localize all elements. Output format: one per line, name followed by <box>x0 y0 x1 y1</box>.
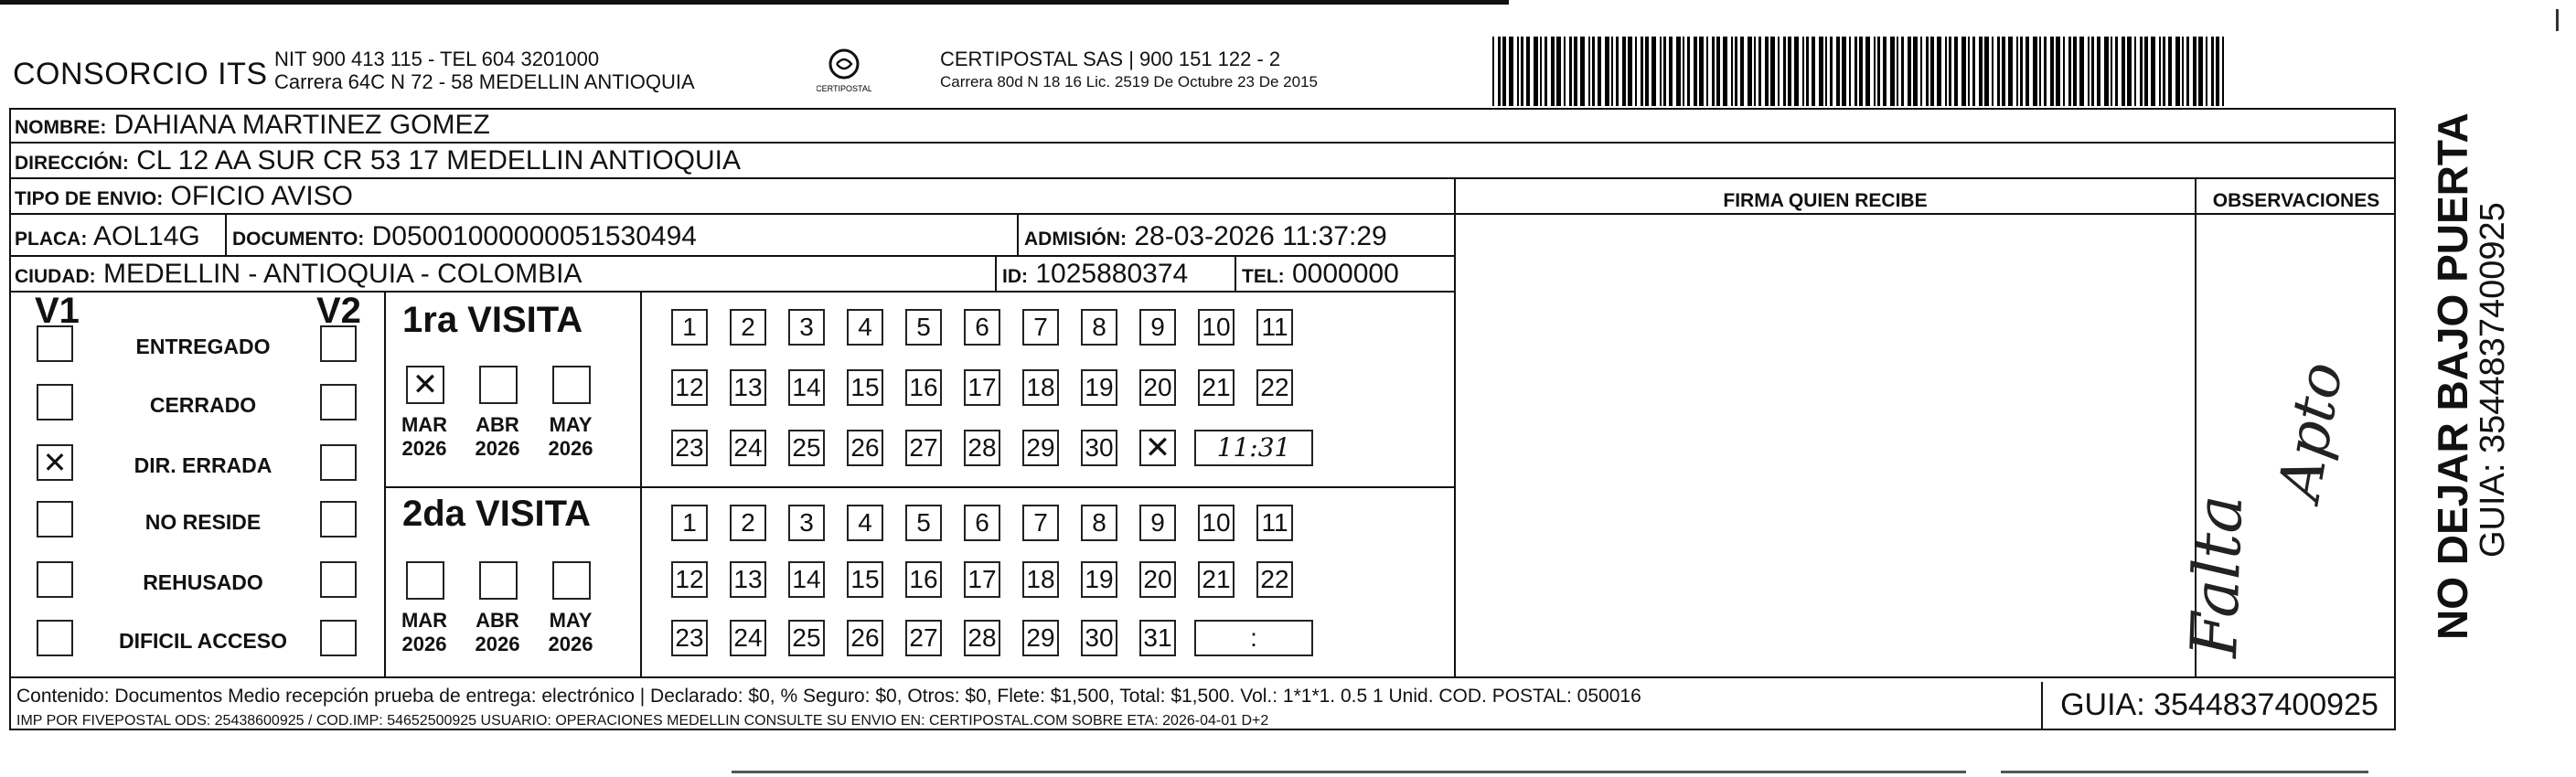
time-box[interactable]: : <box>1194 620 1313 656</box>
day-box[interactable]: 28 <box>964 620 1000 656</box>
v2-checkbox[interactable] <box>320 444 357 481</box>
day-box[interactable]: ✕ <box>1139 430 1176 466</box>
guia-number-box: GUIA: 3544837400925 <box>2041 682 2396 729</box>
month-checkbox[interactable] <box>479 366 518 404</box>
first-visit-title: 1ra VISITA <box>402 300 583 340</box>
documento-cell <box>232 221 697 252</box>
tel-value: 0000000 <box>1292 259 1399 289</box>
day-box[interactable]: 29 <box>1022 430 1059 466</box>
ciudad-label: CIUDAD: <box>15 266 96 287</box>
barcode-bar <box>1819 37 1823 106</box>
v1-checkbox[interactable] <box>37 620 73 656</box>
direccion-row <box>15 145 741 176</box>
barcode-bar <box>2144 37 2148 106</box>
barcode-bar <box>1574 37 1577 106</box>
status-label: ENTREGADO <box>135 335 271 358</box>
barcode-bar <box>2026 37 2029 106</box>
barcode-bar <box>2002 37 2005 106</box>
month-label: ABR 2026 <box>475 413 520 460</box>
day-box[interactable]: 4 <box>847 309 883 346</box>
day-box[interactable]: 30 <box>1081 620 1117 656</box>
day-box[interactable]: 26 <box>847 430 883 466</box>
barcode-bar <box>2163 37 2165 106</box>
barcode-bar <box>1556 37 1561 106</box>
barcode-bar <box>1758 37 1761 106</box>
barcode-bar <box>2008 37 2013 106</box>
barcode-bar <box>1676 37 1681 106</box>
barcode-bar <box>1517 37 1519 106</box>
barcode-bar <box>1498 37 1501 106</box>
second-visit-title: 2da VISITA <box>402 494 591 534</box>
barcode-bar <box>1628 37 1632 106</box>
svg-text:Falta: Falta <box>2181 494 2258 659</box>
observaciones-header: OBSERVACIONES <box>2212 190 2380 211</box>
column-divider <box>1454 177 1456 676</box>
admision-label: ADMISIÓN: <box>1024 229 1127 250</box>
month-checkbox[interactable] <box>552 561 591 600</box>
barcode-bar <box>1669 37 1673 106</box>
barcode-bar <box>1699 37 1704 106</box>
barcode-bar <box>1723 37 1727 106</box>
direccion-label: DIRECCIÓN: <box>15 153 129 174</box>
barcode-bar <box>1930 37 1934 106</box>
company-info <box>274 48 695 93</box>
barcode-bar <box>2175 37 2180 106</box>
id-label: ID: <box>1002 266 1028 287</box>
company-address: Carrera 64C N 72 - 58 MEDELLIN ANTIOQUIA <box>274 70 695 93</box>
barcode-bar <box>2068 37 2071 106</box>
barcode-bar <box>1961 37 1966 106</box>
placa-value: AOL14G <box>93 221 200 251</box>
day-box[interactable]: 1 <box>671 309 708 346</box>
barcode-bar <box>1949 37 1951 106</box>
direccion-value: CL 12 AA SUR CR 53 17 MEDELLIN ANTIOQUIA <box>136 145 741 176</box>
day-box[interactable]: 27 <box>905 430 942 466</box>
barcode-bar <box>1509 37 1513 106</box>
v2-header: V2 <box>316 291 361 331</box>
barcode-bar <box>1897 37 1898 106</box>
barcode-bar <box>2211 37 2214 106</box>
certipostal-address: Carrera 80d N 18 16 Lic. 2519 De Octubre 23 De 2015 <box>940 73 1318 90</box>
day-box[interactable]: 18 <box>1022 561 1059 598</box>
day-box[interactable]: 28 <box>964 430 1000 466</box>
day-box[interactable]: 23 <box>671 620 708 656</box>
barcode-bar <box>1748 37 1752 106</box>
barcode-bar <box>1754 37 1756 106</box>
barcode-bar <box>1645 37 1649 106</box>
barcode-bar <box>2050 37 2054 106</box>
barcode-bar <box>2073 37 2077 106</box>
barcode-bar <box>1877 37 1880 106</box>
tipo-row <box>15 181 353 212</box>
day-box[interactable]: 22 <box>1256 561 1293 598</box>
day-box[interactable]: 9 <box>1139 309 1176 346</box>
nit-line: NIT 900 413 115 - TEL 604 3201000 <box>274 48 600 70</box>
barcode-bar <box>1534 37 1538 106</box>
v1-checkbox[interactable] <box>37 384 73 420</box>
barcode-bar <box>1588 37 1590 106</box>
month-label: MAR 2026 <box>401 609 448 655</box>
day-box[interactable]: 22 <box>1256 369 1293 406</box>
row-divider <box>9 213 2396 215</box>
barcode-bar <box>1992 37 1993 106</box>
cell-divider <box>225 213 227 255</box>
barcode-bar <box>1830 37 1833 106</box>
day-box[interactable]: 8 <box>1081 309 1117 346</box>
ciudad-value: MEDELLIN - ANTIOQUIA - COLOMBIA <box>103 259 583 289</box>
barcode-bar <box>2168 37 2172 106</box>
barcode-bar <box>2222 37 2224 106</box>
barcode-bar <box>1968 37 1970 106</box>
day-box[interactable]: 20 <box>1139 369 1176 406</box>
visit-row-divider <box>384 486 1454 488</box>
barcode-bar <box>1901 37 1904 106</box>
barcode-bar <box>1984 37 1989 106</box>
company-name: CONSORCIO ITS <box>13 57 268 91</box>
admision-value: 28-03-2026 11:37:29 <box>1134 221 1387 251</box>
v1-checkbox[interactable] <box>37 561 73 598</box>
day-box[interactable]: 13 <box>730 561 766 598</box>
barcode-bar <box>2182 37 2184 106</box>
nombre-value: DAHIANA MARTINEZ GOMEZ <box>113 110 490 140</box>
barcode-bar <box>2216 37 2219 106</box>
barcode-bar <box>1979 37 1983 106</box>
cell-divider <box>995 255 997 291</box>
month-label: MAR 2026 <box>401 413 448 460</box>
barcode-bar <box>1883 37 1887 106</box>
barcode-bar <box>1836 37 1840 106</box>
v2-checkbox[interactable] <box>320 384 357 420</box>
barcode-bar <box>1802 37 1804 106</box>
barcode-bar <box>2044 37 2047 106</box>
day-box[interactable]: 5 <box>905 505 942 541</box>
barcode-bar <box>2140 37 2143 106</box>
barcode-bar <box>2063 37 2065 106</box>
status-label: REHUSADO <box>143 570 263 594</box>
barcode-bar <box>2159 37 2161 106</box>
barcode-bar <box>2127 37 2132 106</box>
placa-label: PLACA: <box>15 229 88 250</box>
day-box[interactable]: 21 <box>1198 561 1235 598</box>
barcode-bar <box>1735 37 1737 106</box>
visit-divider <box>640 291 642 676</box>
day-box[interactable]: 1 <box>671 505 708 541</box>
documento-value: D05001000000051530494 <box>371 221 697 251</box>
barcode-bar <box>1954 37 1958 106</box>
day-box[interactable]: 23 <box>671 430 708 466</box>
barcode-bar <box>1605 37 1609 106</box>
barcode-bar <box>1908 37 1911 106</box>
barcode-bar <box>2088 37 2090 106</box>
day-box[interactable]: 26 <box>847 620 883 656</box>
day-box[interactable]: 15 <box>847 369 883 406</box>
certipostal-line: CERTIPOSTAL SAS | 900 151 122 - 2 <box>940 48 1281 70</box>
row-divider <box>9 142 2396 144</box>
barcode-bar <box>1740 37 1744 106</box>
barcode-bar <box>1521 37 1523 106</box>
barcode-bar <box>1611 37 1613 106</box>
day-box[interactable]: 27 <box>905 620 942 656</box>
barcode-bar <box>2104 37 2109 106</box>
day-box[interactable]: 5 <box>905 309 942 346</box>
nombre-label: NOMBRE: <box>15 117 107 138</box>
barcode-bar <box>1890 37 1895 106</box>
day-box[interactable]: 3 <box>788 505 825 541</box>
day-box[interactable]: 15 <box>847 561 883 598</box>
side-guia-label: GUIA: 3544837400925 <box>2474 202 2512 558</box>
day-box[interactable]: 7 <box>1022 309 1059 346</box>
day-box[interactable]: 18 <box>1022 369 1059 406</box>
barcode-bar <box>1913 37 1918 106</box>
cell-divider <box>1235 255 1236 291</box>
tipo-label: TIPO DE ENVIO: <box>15 188 164 209</box>
v1-header: V1 <box>35 291 80 331</box>
barcode-bar <box>1937 37 1941 106</box>
barcode-bar <box>1545 37 1547 106</box>
barcode-bar <box>1663 37 1666 106</box>
barcode-bar <box>2079 37 2084 106</box>
certipostal-info <box>940 48 1318 93</box>
footer-content: Contenido: Documentos Medio recepción prueba de entrega: electrónico | Declarado: $0, % Seguro: $0, Otros: $0, Flete: $1,500, Total: $1,500. Vol.: 1*1*1. 0.5 1 Unid. COD. POSTAL: 050016 <box>16 686 1641 707</box>
day-box[interactable]: 6 <box>964 309 1000 346</box>
row-divider <box>9 255 1454 257</box>
barcode-bar <box>1945 37 1947 106</box>
nombre-row <box>15 110 490 141</box>
day-box[interactable]: 17 <box>964 561 1000 598</box>
barcode-bar <box>1731 37 1733 106</box>
barcode-bar <box>1806 37 1809 106</box>
v2-checkbox[interactable] <box>320 325 357 362</box>
row-divider <box>9 291 1454 293</box>
barcode-bar <box>2206 37 2207 106</box>
month-checkbox[interactable] <box>406 561 444 600</box>
barcode-bar <box>1920 37 1922 106</box>
day-box[interactable]: 8 <box>1081 505 1117 541</box>
day-box[interactable]: 4 <box>847 505 883 541</box>
certipostal-logo <box>817 46 871 99</box>
barcode-bar <box>1794 37 1799 106</box>
day-box[interactable]: 31 <box>1139 620 1176 656</box>
day-box[interactable]: 10 <box>1198 505 1235 541</box>
day-box[interactable]: 2 <box>730 309 766 346</box>
day-box[interactable]: 16 <box>905 369 942 406</box>
barcode-bar <box>1694 37 1697 106</box>
day-box[interactable]: 24 <box>730 430 766 466</box>
month-label: ABR 2026 <box>475 609 520 655</box>
footer-print-info: IMP POR FIVEPOSTAL ODS: 25438600925 / COD.IMP: 54652500925 USUARIO: OPERACIONES MEDELLIN CONSULTE SU ENVIO EN: CERTIPOSTAL.COM SOBRE ETA: 2026-04-01 D+2 <box>16 713 1269 729</box>
barcode-bar <box>2198 37 2203 106</box>
day-box[interactable]: 13 <box>730 369 766 406</box>
barcode-bar <box>2193 37 2197 106</box>
month-checkbox[interactable] <box>479 561 518 600</box>
tel-label: TEL: <box>1242 266 1285 287</box>
day-box[interactable]: 21 <box>1198 369 1235 406</box>
firma-header: FIRMA QUIEN RECIBE <box>1723 190 1928 211</box>
barcode-bar <box>1592 37 1595 106</box>
barcode-bar <box>1842 37 1846 106</box>
barcode-bar <box>1622 37 1626 106</box>
barcode-bar <box>1526 37 1530 106</box>
day-box[interactable]: 7 <box>1022 505 1059 541</box>
barcode-bar <box>1569 37 1572 106</box>
barcode-bar <box>2111 37 2112 106</box>
placa-cell <box>15 221 200 252</box>
day-box[interactable]: 30 <box>1081 430 1117 466</box>
v2-checkbox[interactable] <box>320 561 357 598</box>
month-label: MAY 2026 <box>548 413 593 460</box>
bottom-rule <box>732 771 1966 773</box>
barcode-bar <box>1997 37 2000 106</box>
barcode-bar <box>1706 37 1708 106</box>
day-box[interactable]: 25 <box>788 430 825 466</box>
month-label: MAY 2026 <box>548 609 593 655</box>
barcode-bar <box>1616 37 1619 106</box>
barcode-bar <box>1765 37 1769 106</box>
barcode-bar <box>1874 37 1876 106</box>
barcode <box>1492 37 2224 106</box>
bottom-rule <box>2001 771 2368 773</box>
id-cell <box>1002 259 1188 290</box>
top-border <box>0 0 1509 5</box>
barcode-bar <box>2115 37 2118 106</box>
tel-cell <box>1242 259 1399 290</box>
handwritten-note <box>2181 293 2364 676</box>
v2-checkbox[interactable] <box>320 620 357 656</box>
v2-checkbox[interactable] <box>320 501 357 538</box>
barcode-bar <box>1712 37 1715 106</box>
day-box[interactable]: 19 <box>1081 561 1117 598</box>
svg-text:CERTIPOSTAL: CERTIPOSTAL <box>817 84 871 93</box>
barcode-bar <box>1865 37 1870 106</box>
admision-cell <box>1024 221 1387 252</box>
day-box[interactable]: 14 <box>788 561 825 598</box>
day-box[interactable]: 25 <box>788 620 825 656</box>
barcode-bar <box>1635 37 1637 106</box>
day-box[interactable]: 2 <box>730 505 766 541</box>
footer-divider <box>9 676 2396 678</box>
day-box[interactable]: 3 <box>788 309 825 346</box>
id-value: 1025880374 <box>1035 259 1189 289</box>
barcode-bar <box>1687 37 1690 106</box>
barcode-bar <box>1580 37 1585 106</box>
v1-checkbox[interactable]: ✕ <box>37 444 73 481</box>
v1-checkbox[interactable] <box>37 325 73 362</box>
corner-mark <box>2556 9 2559 31</box>
day-box[interactable]: 29 <box>1022 620 1059 656</box>
barcode-bar <box>2056 37 2060 106</box>
svg-text:Apto: Apto <box>2265 357 2357 506</box>
barcode-bar <box>1855 37 1857 106</box>
barcode-bar <box>1551 37 1555 106</box>
barcode-bar <box>1972 37 1975 106</box>
barcode-bar <box>1926 37 1929 106</box>
barcode-bar <box>2186 37 2189 106</box>
barcode-bar <box>1788 37 1791 106</box>
day-box[interactable]: 14 <box>788 369 825 406</box>
barcode-bar <box>1770 37 1775 106</box>
status-label: DIFICIL ACCESO <box>118 629 287 653</box>
no-dejar-label: NO DEJAR BAJO PUERTA <box>2429 112 2476 640</box>
barcode-bar <box>2091 37 2094 106</box>
day-box[interactable]: 11 <box>1256 505 1293 541</box>
day-box[interactable]: 12 <box>671 561 708 598</box>
status-label: DIR. ERRADA <box>134 453 273 477</box>
tipo-value: OFICIO AVISO <box>170 181 354 211</box>
barcode-bar <box>1859 37 1863 106</box>
day-box[interactable]: 6 <box>964 505 1000 541</box>
day-box[interactable]: 16 <box>905 561 942 598</box>
barcode-bar <box>1716 37 1720 106</box>
barcode-bar <box>1778 37 1780 106</box>
cell-divider <box>1017 213 1019 255</box>
day-box[interactable]: 20 <box>1139 561 1176 598</box>
barcode-bar <box>2151 37 2155 106</box>
day-box[interactable]: 11 <box>1256 309 1293 346</box>
ciudad-cell <box>15 259 582 290</box>
barcode-bar <box>1641 37 1643 106</box>
barcode-bar <box>2020 37 2023 106</box>
row-divider <box>9 177 2396 179</box>
barcode-bar <box>2097 37 2100 106</box>
barcode-bar <box>1540 37 1542 106</box>
v1-checkbox[interactable] <box>37 501 73 538</box>
barcode-bar <box>1783 37 1786 106</box>
barcode-bar <box>1825 37 1827 106</box>
month-checkbox[interactable] <box>552 366 591 404</box>
barcode-bar <box>1598 37 1601 106</box>
day-box[interactable]: 9 <box>1139 505 1176 541</box>
barcode-bar <box>1564 37 1566 106</box>
status-label: CERRADO <box>149 393 257 417</box>
barcode-bar <box>2122 37 2125 106</box>
barcode-bar <box>1849 37 1851 106</box>
barcode-bar <box>1502 37 1506 106</box>
barcode-bar <box>1683 37 1684 106</box>
barcode-bar <box>2039 37 2041 106</box>
barcode-bar <box>2134 37 2136 106</box>
day-box[interactable]: 24 <box>730 620 766 656</box>
barcode-bar <box>1660 37 1662 106</box>
time-box[interactable]: 11:31 <box>1194 430 1313 466</box>
day-box[interactable]: 19 <box>1081 369 1117 406</box>
barcode-bar <box>1812 37 1815 106</box>
month-checkbox[interactable]: ✕ <box>406 366 444 404</box>
day-box[interactable]: 17 <box>964 369 1000 406</box>
day-box[interactable]: 12 <box>671 369 708 406</box>
status-divider <box>384 291 386 676</box>
status-label: NO RESIDE <box>144 510 262 534</box>
documento-label: DOCUMENTO: <box>232 229 365 250</box>
barcode-bar <box>1651 37 1656 106</box>
barcode-bar <box>1492 37 1494 106</box>
barcode-bar <box>2016 37 2018 106</box>
barcode-bar <box>2033 37 2037 106</box>
day-box[interactable]: 10 <box>1198 309 1235 346</box>
